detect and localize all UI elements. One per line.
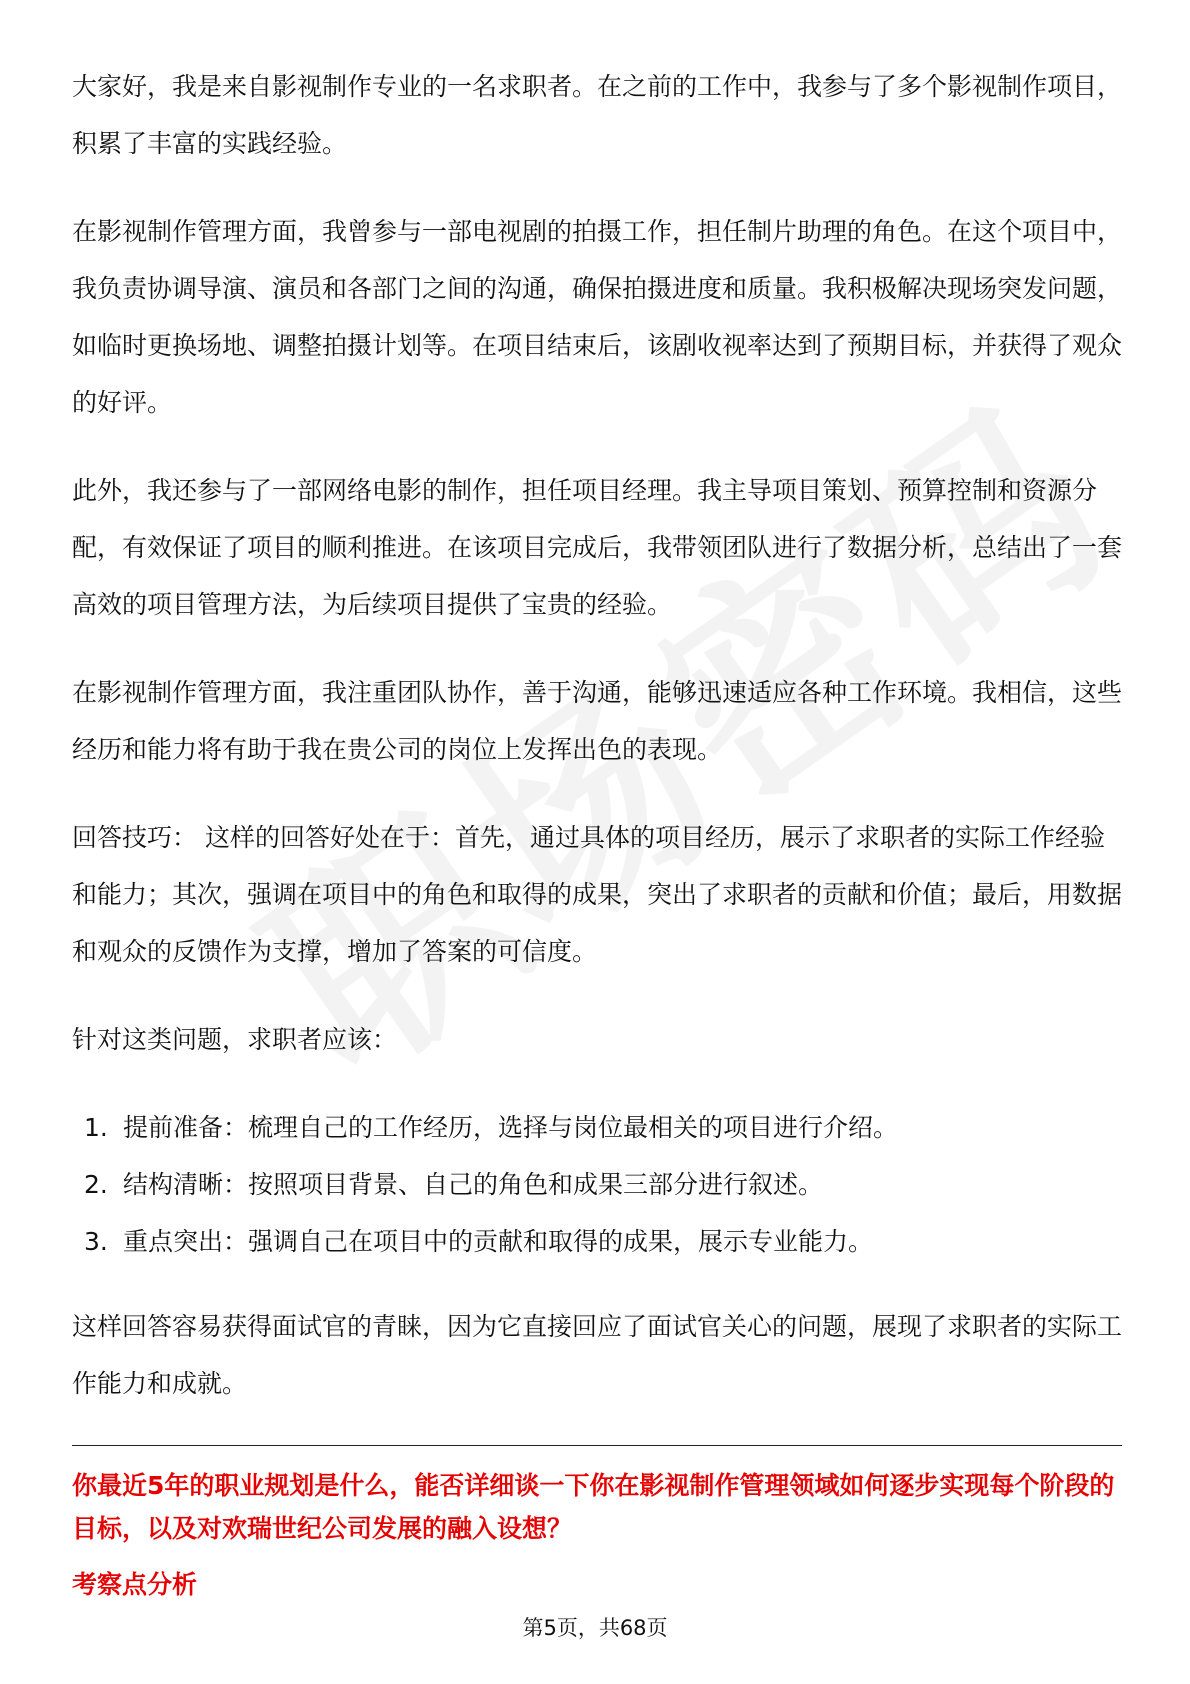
list-item-text: 重点突出：强调自己在项目中的贡献和取得的成果，展示专业能力。 — [123, 1227, 874, 1256]
section-divider — [72, 1445, 1122, 1446]
paragraph-tv-drama: 在影视制作管理方面，我曾参与一部电视剧的拍摄工作，担任制片助理的角色。在这个项目中，我负责协调导演、演员和各部门之间的沟通，确保拍摄进度和质量。我积极解决现场突发问题，如临时更换场地、调整拍摄计划等。在项目结束后，该剧收视率达到了预期目标，并获得了观众的好评。 — [72, 217, 1123, 417]
list-item-number: 1. — [84, 1113, 108, 1142]
tips-list — [72, 1099, 1122, 1270]
paragraph-advice-intro: 针对这类问题，求职者应该： — [72, 1025, 398, 1054]
list-item — [72, 1156, 1122, 1213]
list-item — [72, 1213, 1122, 1270]
list-item-number: 3. — [84, 1227, 108, 1256]
page-footer: 第5页，共68页 — [522, 1616, 668, 1640]
section-title: 考察点分析 — [72, 1570, 198, 1599]
page-content — [72, 58, 1122, 1607]
list-item-number: 2. — [84, 1170, 108, 1199]
paragraph-answer-tips: 回答技巧： 这样的回答好处在于：首先，通过具体的项目经历，展示了求职者的实际工作经验和能力；其次，强调在项目中的角色和取得的成果，突出了求职者的贡献和价值；最后，用数据和观众的反馈作为支撑，增加了答案的可信度。 — [72, 823, 1123, 966]
paragraph-web-film: 此外，我还参与了一部网络电影的制作，担任项目经理。我主导项目策划、预算控制和资源分配，有效保证了项目的顺利推进。在该项目完成后，我带领团队进行了数据分析，总结出了一套高效的项目管理方法，为后续项目提供了宝贵的经验。 — [72, 476, 1123, 619]
list-item-text: 结构清晰：按照项目背景、自己的角色和成果三部分进行叙述。 — [123, 1170, 824, 1199]
paragraph-intro: 大家好，我是来自影视制作专业的一名求职者。在之前的工作中，我参与了多个影视制作项目，积累了丰富的实践经验。 — [72, 72, 1123, 158]
paragraph-closing: 这样回答容易获得面试官的青睐，因为它直接回应了面试官关心的问题，展现了求职者的实际工作能力和成就。 — [72, 1312, 1123, 1398]
list-item-text: 提前准备：梳理自己的工作经历，选择与岗位最相关的项目进行介绍。 — [123, 1113, 899, 1142]
paragraph-summary: 在影视制作管理方面，我注重团队协作，善于沟通，能够迅速适应各种工作环境。我相信，这些经历和能力将有助于我在贵公司的岗位上发挥出色的表现。 — [72, 678, 1123, 764]
list-item — [72, 1099, 1122, 1156]
next-question: 你最近5年的职业规划是什么，能否详细谈一下你在影视制作管理领域如何逐步实现每个阶段的目标，以及对欢瑞世纪公司发展的融入设想？ — [72, 1471, 1115, 1543]
